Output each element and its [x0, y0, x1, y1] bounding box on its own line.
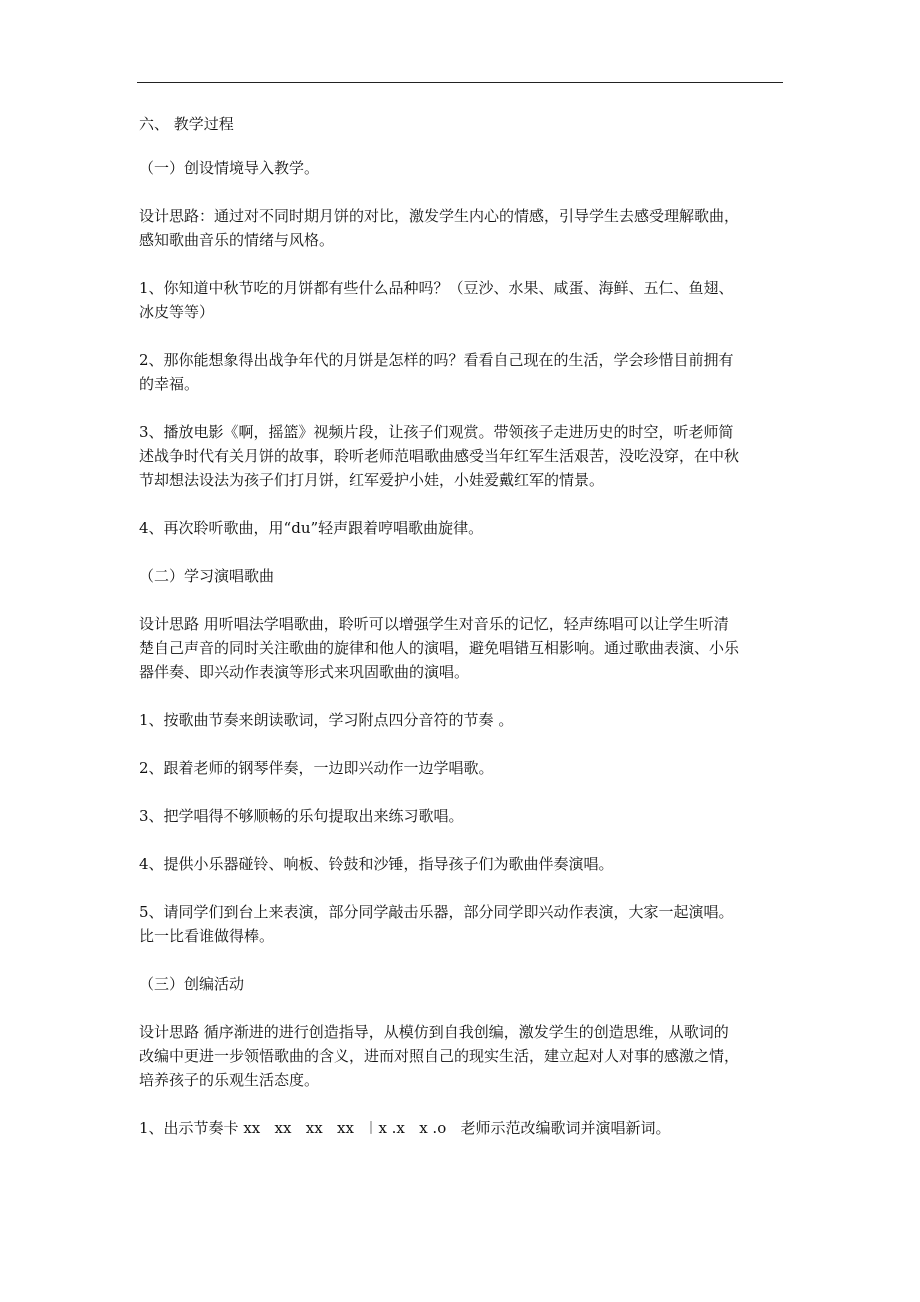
- text-line: 设计思路 循序渐进的进行创造指导，从模仿到自我创编，激发学生的创造思维，从歌词的: [139, 1023, 729, 1041]
- section-2-design-note: [139, 612, 789, 684]
- section-2-item-4: 4、提供小乐器碰铃、响板、铃鼓和沙锤，指导孩子们为歌曲伴奏演唱。: [139, 855, 614, 873]
- text-line: 1、你知道中秋节吃的月饼都有些什么品种吗？（豆沙、水果、咸蛋、海鲜、五仁、鱼翅、: [139, 279, 734, 297]
- section-3-design-note: [139, 1020, 789, 1092]
- section-1-item-3: [139, 420, 789, 492]
- item-suffix: 老师示范改编歌词并演唱新词。: [451, 1119, 671, 1137]
- text-line: 设计思路 用听唱法学唱歌曲，聆听可以增强学生对音乐的记忆，轻声练唱可以让学生听清: [139, 615, 729, 633]
- section-1-item-4: 4、再次聆听歌曲，用“du”轻声跟着哼唱歌曲旋律。: [139, 519, 484, 537]
- section-2-item-1: 1、按歌曲节奏来朗读歌词，学习附点四分音符的节奏 。: [139, 711, 514, 729]
- text-line: 比一比看谁做得棒。: [139, 927, 275, 945]
- section-2-item-2: 2、跟着老师的钢琴伴奏，一边即兴动作一边学唱歌。: [139, 759, 494, 777]
- text-line: 器伴奏、即兴动作表演等形式来巩固歌曲的演唱。: [139, 663, 470, 681]
- text-line: 5、请同学们到台上来表演，部分同学敲击乐器，部分同学即兴动作表演，大家一起演唱。: [139, 903, 734, 921]
- text-line: 2、那你能想象得出战争年代的月饼是怎样的吗？看看自己现在的生活，学会珍惜目前拥有: [139, 351, 734, 369]
- section-title: 六、 教学过程: [139, 115, 234, 133]
- text-line: 感知歌曲音乐的情绪与风格。: [139, 231, 335, 249]
- text-line: 改编中更进一步领悟歌曲的含义，进而对照自己的现实生活，建立起对人对事的感激之情，: [139, 1047, 740, 1065]
- header-rule: [137, 82, 783, 83]
- text-line: 冰皮等等）: [139, 303, 215, 321]
- section-1-item-1: [139, 276, 789, 324]
- text-line: 述战争时代有关月饼的故事，聆听老师范唱歌曲感受当年红军生活艰苦，没吃没穿，在中秋: [139, 447, 740, 465]
- section-3-item-1: [139, 1116, 789, 1140]
- document-body: [139, 112, 789, 1164]
- text-line: 的幸福。: [139, 375, 200, 393]
- section-1-item-2: [139, 348, 789, 396]
- item-prefix: 1、出示节奏卡: [139, 1119, 239, 1137]
- section-1-design-note: [139, 204, 789, 252]
- section-1-heading: （一）创设情境导入教学。: [139, 159, 320, 177]
- section-2-heading: （二）学习演唱歌曲: [139, 567, 275, 585]
- text-line: 培养孩子的乐观生活态度。: [139, 1071, 320, 1089]
- section-2-item-3: 3、把学唱得不够顺畅的乐句提取出来练习歌唱。: [139, 807, 464, 825]
- text-line: 3、播放电影《啊，摇篮》视频片段，让孩子们观赏。带领孩子走进历史的时空，听老师简: [139, 423, 734, 441]
- section-2-item-5: [139, 900, 789, 948]
- section-3-heading: （三）创编活动: [139, 975, 245, 993]
- text-line: 楚自己声音的同时关注歌曲的旋律和他人的演唱，避免唱错互相影响。通过歌曲表演、小乐: [139, 639, 740, 657]
- rhythm-notation: xx xx xx xx ︱x .x x .o: [238, 1119, 451, 1137]
- text-line: 节却想法设法为孩子们打月饼，红军爱护小娃，小娃爱戴红军的情景。: [139, 471, 605, 489]
- text-line: 设计思路：通过对不同时期月饼的对比，激发学生内心的情感，引导学生去感受理解歌曲，: [139, 207, 740, 225]
